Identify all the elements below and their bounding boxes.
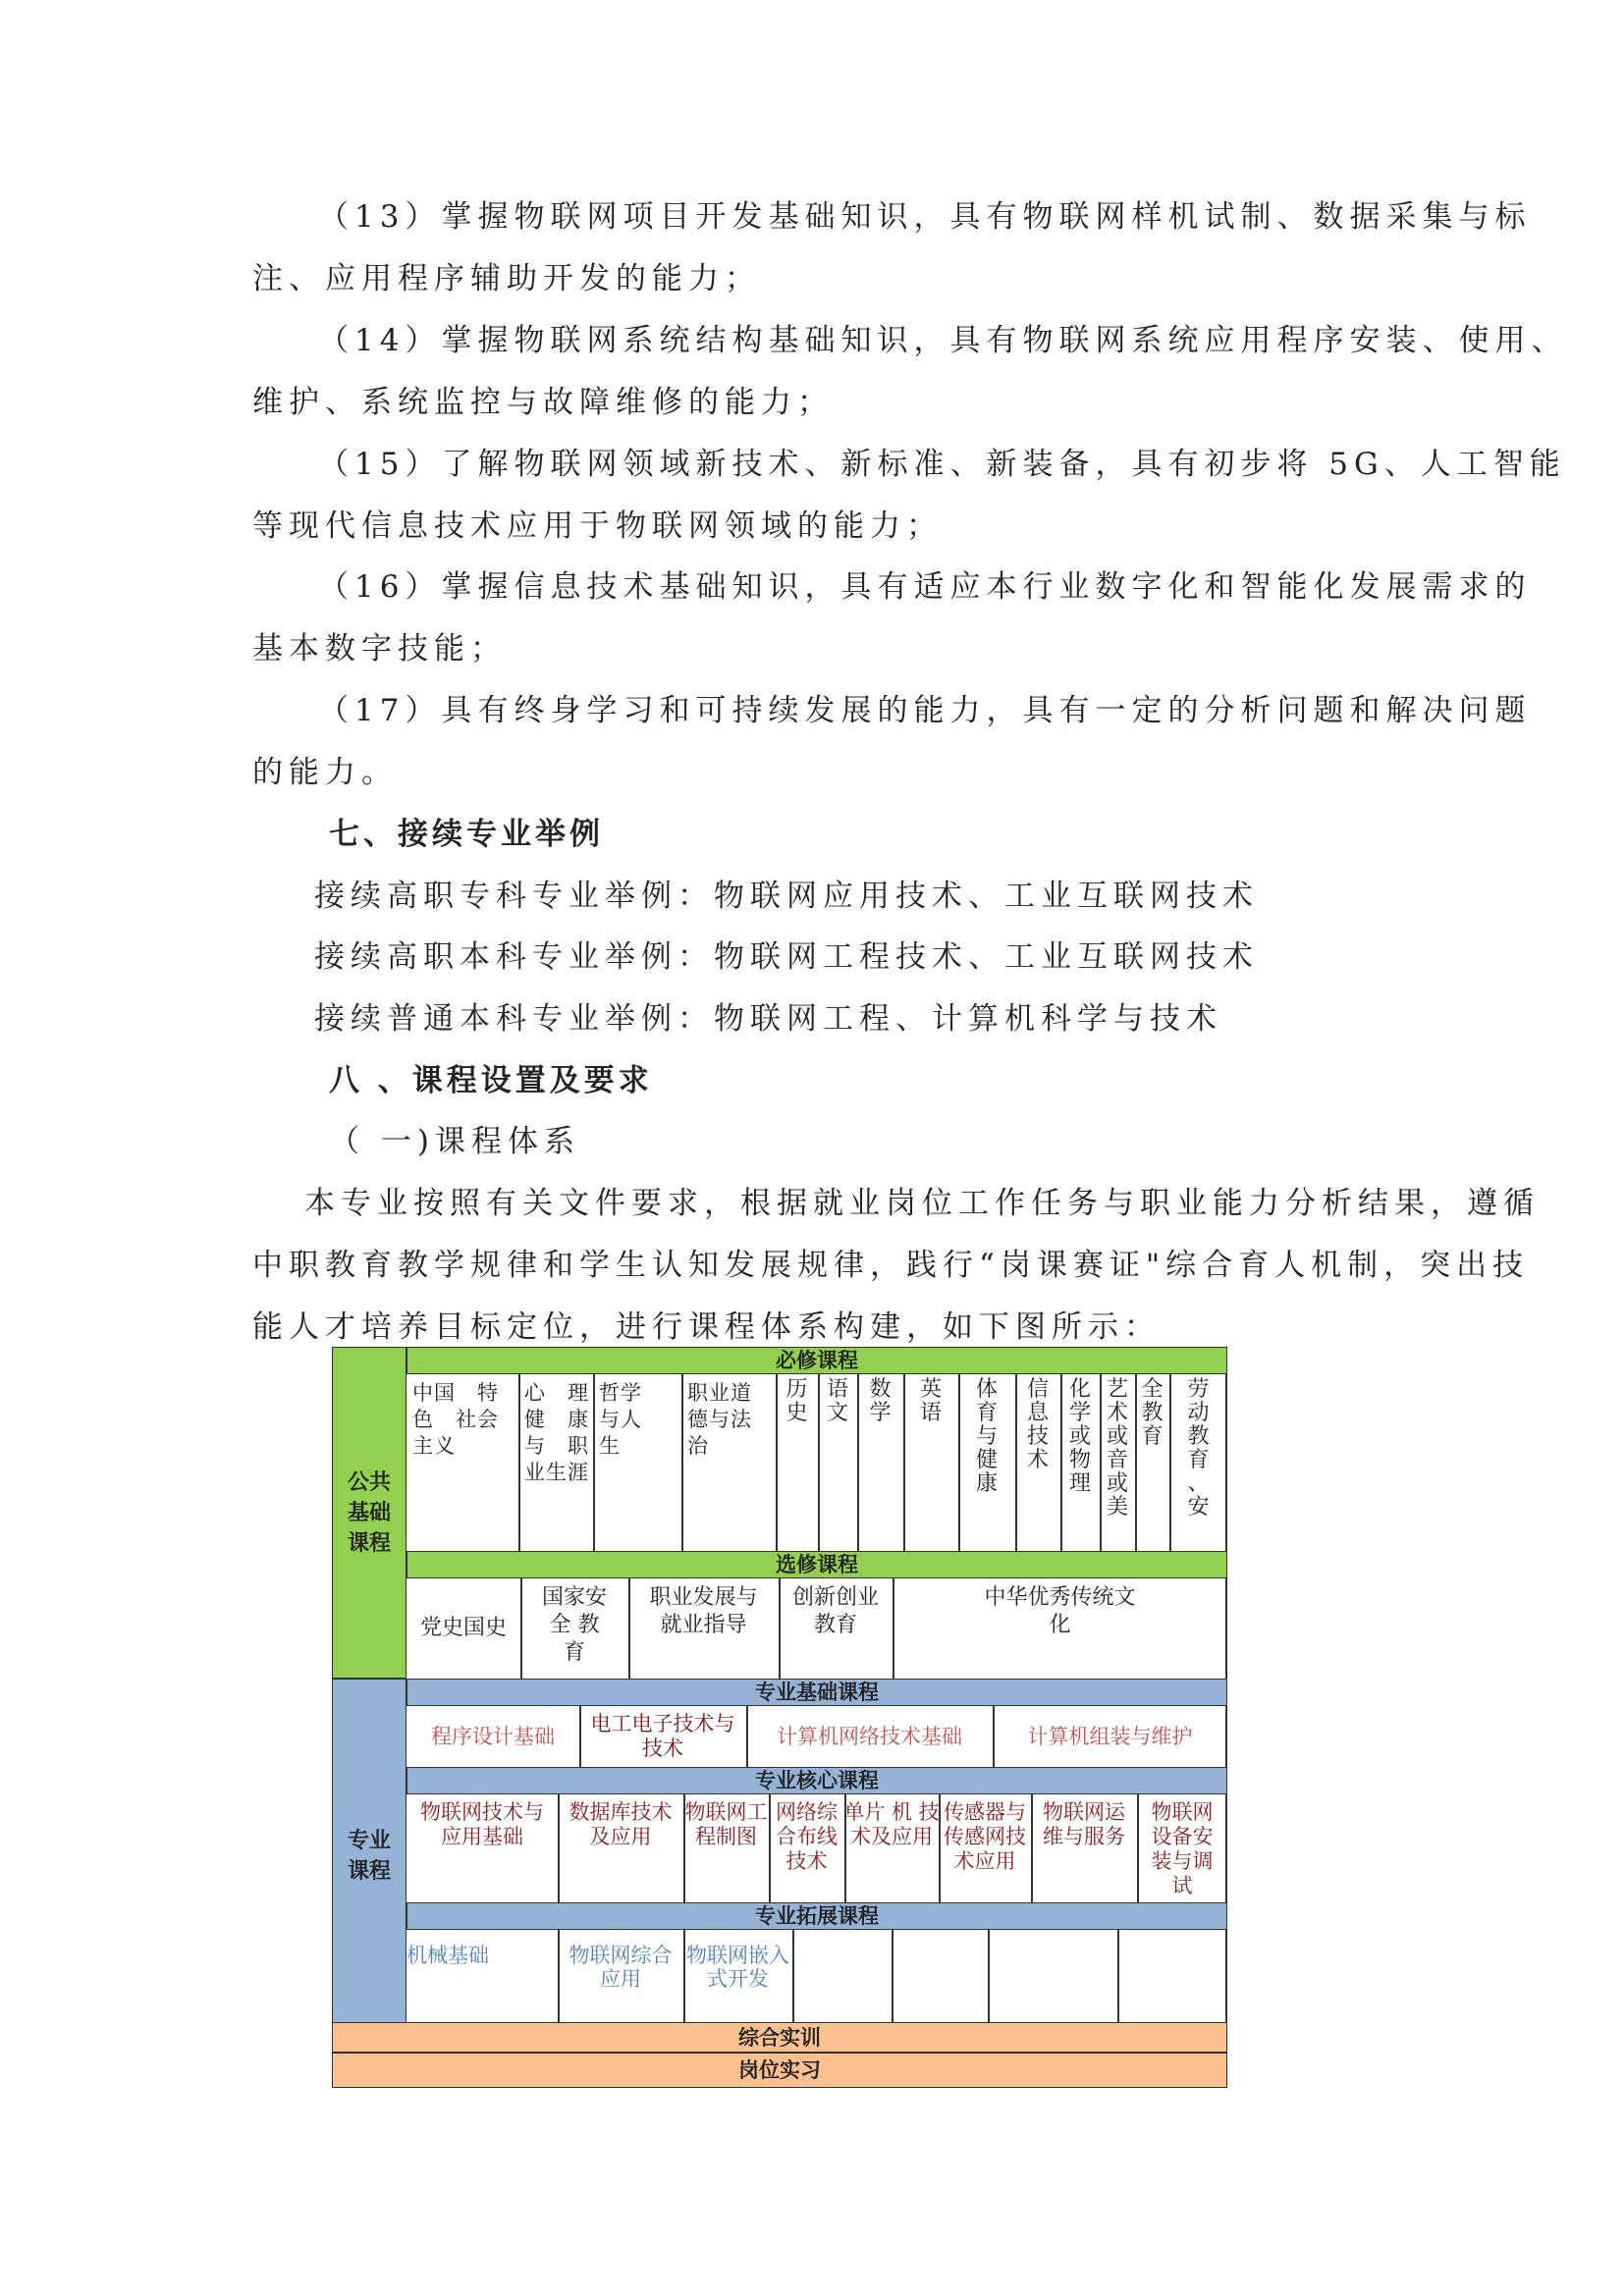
required-course-1: 中国 特 色 社会 主义 bbox=[412, 1381, 499, 1458]
elective-divider-3 bbox=[779, 1578, 781, 1679]
core-divider-5 bbox=[939, 1794, 941, 1902]
required-course-13: 全 教 育 bbox=[1141, 1377, 1164, 1449]
ext-course-empty-6 bbox=[988, 1930, 1117, 2022]
basic-course-4: 计算机组装与维护 bbox=[1027, 1724, 1193, 1748]
paragraph-16-line-2: 基本数字技能； bbox=[252, 631, 507, 667]
paragraph-15-line-1: （15）了解物联网领域新技术、新标准、新装备，具有初步将 5G、人工智能 bbox=[318, 447, 1566, 482]
core-course-4: 网络综 合布线 技术 bbox=[776, 1800, 838, 1873]
required-course-9: 体 育 与 健 康 bbox=[975, 1377, 998, 1496]
required-divider-8 bbox=[958, 1374, 960, 1551]
core-course-7: 物联网运 维与服务 bbox=[1043, 1800, 1125, 1848]
section-8-subheading: （ 一)课程体系 bbox=[329, 1124, 580, 1159]
required-course-4: 职业道 德与法 治 bbox=[687, 1381, 752, 1458]
elective-divider-1 bbox=[520, 1578, 522, 1679]
basic-divider-1 bbox=[579, 1706, 581, 1767]
required-divider-2 bbox=[593, 1374, 595, 1551]
intro-line-1: 本专业按照有关文件要求，根据就业岗位工作任务与职业能力分析结果，遵循 bbox=[304, 1186, 1540, 1221]
required-course-7: 数 学 bbox=[869, 1377, 892, 1425]
core-divider-4 bbox=[844, 1794, 846, 1902]
ext-course-3: 物联网嵌入 式开发 bbox=[686, 1944, 789, 1991]
elective-course-2: 国家安 全 教 育 bbox=[541, 1585, 607, 1665]
paragraph-13-line-1: （13）掌握物联网项目开发基础知识，具有物联网样机试制、数据采集与标 bbox=[318, 199, 1532, 235]
ext-divider-6 bbox=[1117, 1930, 1119, 2022]
elective-course-1: 党史国史 bbox=[419, 1616, 507, 1640]
intro-line-3: 能人才培养目标定位，进行课程体系构建，如下图所示： bbox=[252, 1309, 1161, 1345]
core-course-5: 单片 机 技 术及应用 bbox=[843, 1800, 940, 1848]
major-category-label: 专业 课程 bbox=[347, 1827, 391, 1884]
basic-header-title: 专业基础课程 bbox=[755, 1680, 879, 1704]
required-divider-10 bbox=[1060, 1374, 1062, 1551]
ext-course-1: 机械基础 bbox=[406, 1944, 489, 1967]
required-divider-11 bbox=[1100, 1374, 1102, 1551]
ext-header-title: 专业拓展课程 bbox=[755, 1903, 879, 1928]
ext-divider-2 bbox=[683, 1930, 685, 2022]
core-divider-7 bbox=[1137, 1794, 1139, 1902]
training-band-title: 综合实训 bbox=[738, 2024, 821, 2050]
core-course-6: 传感器与 传感网技 术应用 bbox=[944, 1800, 1026, 1873]
section-7-item-2: 接续高职本科专业举例：物联网工程技术、工业互联网技术 bbox=[314, 939, 1259, 975]
elective-divider-4 bbox=[893, 1578, 894, 1679]
paragraph-15-line-2: 等现代信息技术应用于物联网领域的能力； bbox=[252, 508, 943, 544]
basic-divider-3 bbox=[993, 1706, 995, 1767]
ext-divider-4 bbox=[892, 1930, 893, 2022]
elective-course-5: 中华优秀传统文 化 bbox=[984, 1585, 1136, 1637]
section-8-heading: 八 、课程设置及要求 bbox=[329, 1063, 653, 1098]
paragraph-14-line-2: 维护、系统监控与故障维修的能力； bbox=[252, 385, 834, 420]
curriculum-diagram bbox=[332, 1347, 1227, 2088]
elective-header-title: 选修课程 bbox=[776, 1552, 858, 1576]
ext-divider-1 bbox=[558, 1930, 560, 2022]
basic-divider-2 bbox=[746, 1706, 748, 1767]
elective-course-3: 职业发展与 就业指导 bbox=[649, 1585, 758, 1637]
core-divider-6 bbox=[1031, 1794, 1033, 1902]
required-divider-13 bbox=[1169, 1374, 1171, 1551]
required-divider-4 bbox=[776, 1374, 778, 1551]
ext-course-empty-7 bbox=[1117, 1930, 1227, 2022]
ext-course-empty-5 bbox=[892, 1930, 988, 2022]
section-7-heading: 七、接续专业举例 bbox=[329, 817, 604, 852]
intro-line-2: 中职教育教学规律和学生认知发展规律，践行“岗课赛证"综合育人机制，突出技 bbox=[252, 1248, 1530, 1283]
required-course-5: 历 史 bbox=[785, 1377, 808, 1425]
required-header-title: 必修课程 bbox=[776, 1348, 858, 1372]
required-divider-7 bbox=[903, 1374, 905, 1551]
required-divider-6 bbox=[857, 1374, 859, 1551]
section-7-item-1: 接续高职专科专业举例：物联网应用技术、工业互联网技术 bbox=[314, 879, 1259, 914]
ext-divider-5 bbox=[988, 1930, 990, 2022]
required-course-14: 劳 动 教 育 、 安 bbox=[1187, 1377, 1210, 1520]
ext-course-2: 物联网综合 应用 bbox=[568, 1944, 673, 1991]
basic-course-2: 电工电子技术与 技术 bbox=[590, 1712, 735, 1760]
required-course-2: 心 理 健 康 与 职 业生涯 bbox=[524, 1381, 589, 1484]
paragraph-14-line-1: （14）掌握物联网系统结构基础知识，具有物联网系统应用程序安装、使用、 bbox=[318, 323, 1568, 358]
required-course-3: 哲学 与人 生 bbox=[599, 1381, 642, 1458]
required-divider-12 bbox=[1135, 1374, 1137, 1551]
required-divider-5 bbox=[818, 1374, 820, 1551]
paragraph-17-line-1: （17）具有终身学习和可持续发展的能力，具有一定的分析问题和解决问题 bbox=[318, 693, 1532, 728]
ext-course-empty-4 bbox=[792, 1930, 892, 2022]
core-course-1: 物联网技术与 应用基础 bbox=[420, 1800, 544, 1848]
required-course-6: 语 文 bbox=[826, 1377, 848, 1425]
required-course-11: 化 学 或 物 理 bbox=[1068, 1377, 1091, 1496]
paragraph-16-line-1: （16）掌握信息技术基础知识，具有适应本行业数字化和智能化发展需求的 bbox=[318, 569, 1532, 605]
core-divider-3 bbox=[769, 1794, 771, 1902]
paragraph-13-line-2: 注、应用程序辅助开发的能力； bbox=[252, 261, 761, 296]
core-course-2: 数据库技术 及应用 bbox=[568, 1800, 673, 1848]
public-category-label: 公共 基础 课程 bbox=[347, 1468, 391, 1556]
required-course-10: 信 息 技 术 bbox=[1026, 1377, 1049, 1472]
required-divider-3 bbox=[681, 1374, 683, 1551]
core-header-title: 专业核心课程 bbox=[755, 1768, 879, 1792]
ext-divider-3 bbox=[792, 1930, 794, 2022]
basic-course-3: 计算机网络技术基础 bbox=[777, 1724, 962, 1748]
paragraph-17-line-2: 的能力。 bbox=[252, 755, 398, 790]
required-divider-1 bbox=[518, 1374, 520, 1551]
core-course-3: 物联网工 程制图 bbox=[684, 1800, 768, 1848]
required-divider-9 bbox=[1015, 1374, 1017, 1551]
elective-course-4: 创新创业 教育 bbox=[791, 1585, 879, 1637]
required-course-8: 英 语 bbox=[919, 1377, 942, 1425]
section-7-item-3: 接续普通本科专业举例：物联网工程、计算机科学与技术 bbox=[314, 1001, 1222, 1037]
required-course-12: 艺 术 或 音 或 美 bbox=[1106, 1377, 1128, 1520]
core-course-8: 物联网 设备安 装与调 试 bbox=[1151, 1800, 1214, 1897]
core-divider-1 bbox=[558, 1794, 560, 1902]
internship-band-title: 岗位实习 bbox=[738, 2057, 821, 2082]
basic-course-1: 程序设计基础 bbox=[431, 1724, 555, 1748]
elective-divider-2 bbox=[628, 1578, 630, 1679]
core-divider-2 bbox=[683, 1794, 685, 1902]
